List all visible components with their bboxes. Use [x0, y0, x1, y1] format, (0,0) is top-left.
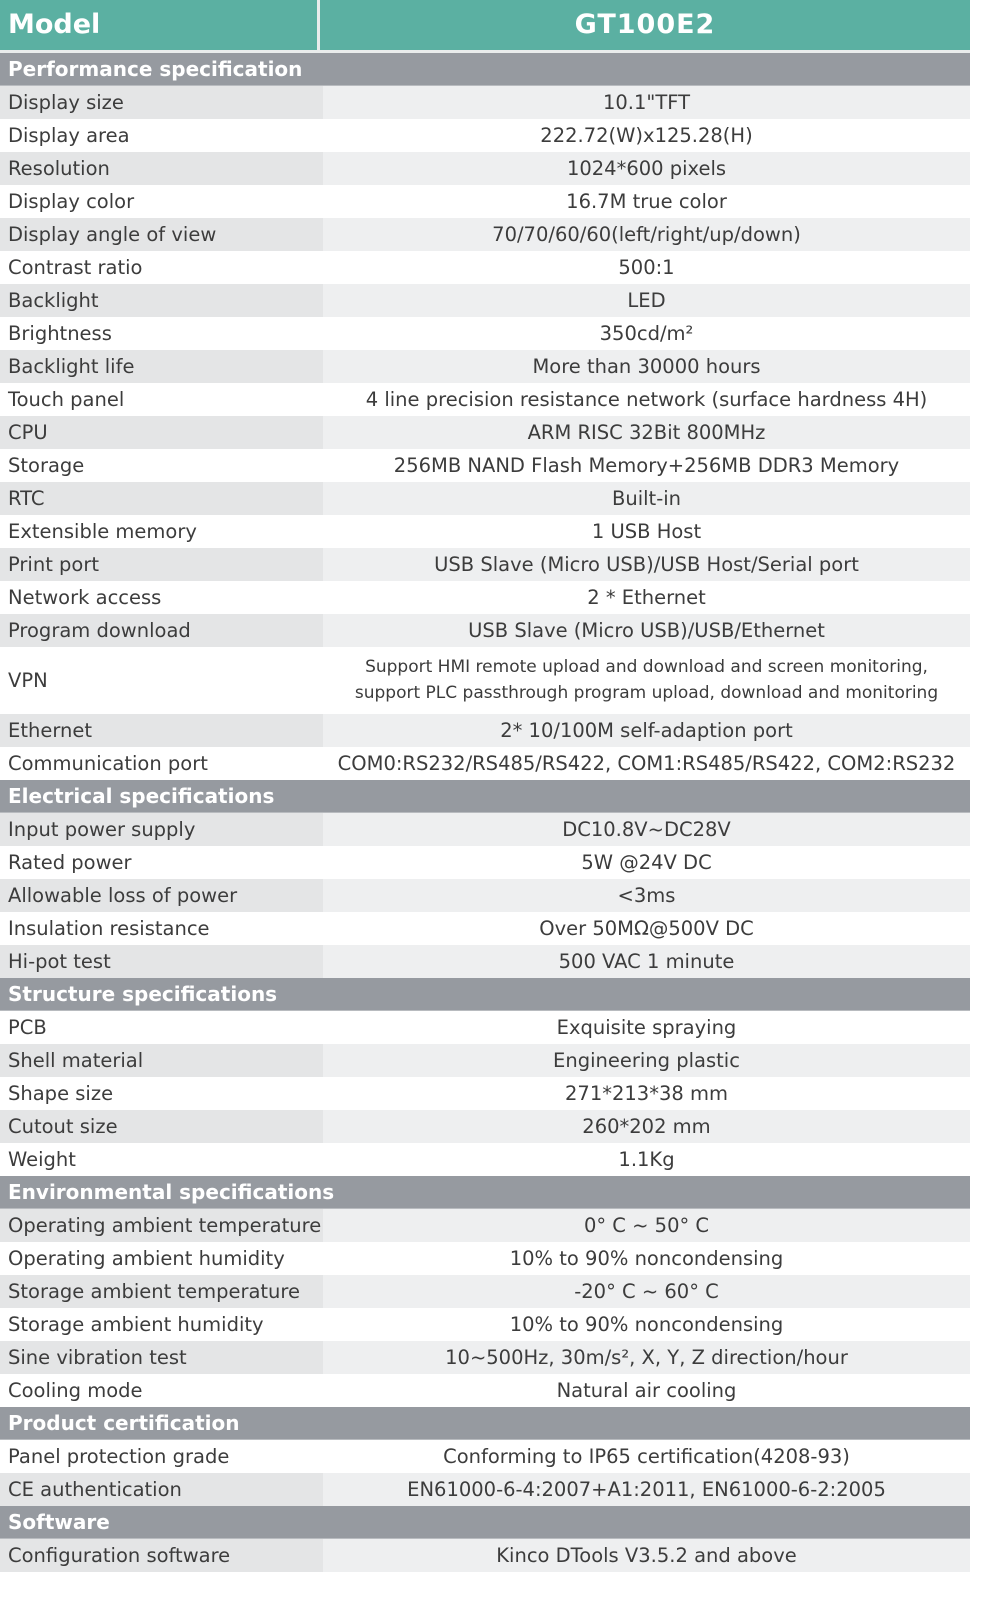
section-electrical: Electrical specifications	[0, 780, 970, 813]
section-environmental: Environmental specifications	[0, 1176, 970, 1209]
spec-value: 350cd/m²	[323, 317, 970, 350]
spec-value: <3ms	[323, 879, 970, 912]
table-row	[0, 1011, 970, 1044]
spec-value: 271*213*38 mm	[323, 1077, 970, 1110]
table-row	[0, 317, 970, 350]
spec-value: 4 line precision resistance network (surface hardness 4H)	[323, 383, 970, 416]
spec-key: Shell material	[0, 1044, 323, 1077]
spec-value: 10.1"TFT	[323, 86, 970, 119]
spec-value: Built-in	[323, 482, 970, 515]
table-row	[0, 614, 970, 647]
spec-value: More than 30000 hours	[323, 350, 970, 383]
spec-key: Network access	[0, 581, 323, 614]
spec-key: Display color	[0, 185, 323, 218]
spec-value-line: Support HMI remote upload and download and screen monitoring,	[365, 657, 928, 677]
spec-value: 10~500Hz, 30m/s², X, Y, Z direction/hour	[323, 1341, 970, 1374]
table-row	[0, 1308, 970, 1341]
spec-value: 1024*600 pixels	[323, 152, 970, 185]
table-row	[0, 1539, 970, 1572]
spec-key: Weight	[0, 1143, 323, 1176]
spec-value: 1.1Kg	[323, 1143, 970, 1176]
spec-key: Sine vibration test	[0, 1341, 323, 1374]
section-certification: Product certification	[0, 1407, 970, 1440]
table-row	[0, 1077, 970, 1110]
table-row	[0, 416, 970, 449]
spec-value: 0° C ~ 50° C	[323, 1209, 970, 1242]
spec-key: Allowable loss of power	[0, 879, 323, 912]
table-row	[0, 1341, 970, 1374]
spec-key: Communication port	[0, 747, 323, 780]
spec-key: Storage ambient humidity	[0, 1308, 323, 1341]
spec-value: 1 USB Host	[323, 515, 970, 548]
spec-value: 70/70/60/60(left/right/up/down)	[323, 218, 970, 251]
spec-value: 5W @24V DC	[323, 846, 970, 879]
spec-key: Storage	[0, 449, 323, 482]
table-row	[0, 185, 970, 218]
spec-key: Backlight	[0, 284, 323, 317]
table-row	[0, 251, 970, 284]
table-row	[0, 945, 970, 978]
table-row	[0, 1209, 970, 1242]
table-row	[0, 714, 970, 747]
spec-value: 10% to 90% noncondensing	[323, 1308, 970, 1341]
spec-value: 256MB NAND Flash Memory+256MB DDR3 Memory	[323, 449, 970, 482]
table-row	[0, 152, 970, 185]
spec-value: -20° C ~ 60° C	[323, 1275, 970, 1308]
spec-value: Engineering plastic	[323, 1044, 970, 1077]
spec-key: Panel protection grade	[0, 1440, 323, 1473]
spec-key: Brightness	[0, 317, 323, 350]
spec-value: DC10.8V~DC28V	[323, 813, 970, 846]
table-row	[0, 1110, 970, 1143]
spec-value: USB Slave (Micro USB)/USB/Ethernet	[323, 614, 970, 647]
spec-key: Input power supply	[0, 813, 323, 846]
table-row	[0, 846, 970, 879]
table-row	[0, 482, 970, 515]
spec-key: Cooling mode	[0, 1374, 323, 1407]
model-value: GT100E2	[574, 9, 716, 40]
spec-value: USB Slave (Micro USB)/USB Host/Serial port	[323, 548, 970, 581]
spec-key: VPN	[0, 647, 323, 714]
spec-key: Backlight life	[0, 350, 323, 383]
table-row	[0, 879, 970, 912]
table-row	[0, 912, 970, 945]
spec-value: 500:1	[323, 251, 970, 284]
spec-value: ARM RISC 32Bit 800MHz	[323, 416, 970, 449]
table-header	[0, 0, 970, 53]
spec-value: 222.72(W)x125.28(H)	[323, 119, 970, 152]
table-row	[0, 647, 970, 714]
spec-value: 2 * Ethernet	[323, 581, 970, 614]
spec-key: Touch panel	[0, 383, 323, 416]
spec-value: 10% to 90% noncondensing	[323, 1242, 970, 1275]
spec-key: Display angle of view	[0, 218, 323, 251]
table-row	[0, 548, 970, 581]
table-row	[0, 1275, 970, 1308]
table-row	[0, 449, 970, 482]
table-row	[0, 747, 970, 780]
model-label: Model	[0, 0, 320, 50]
spec-key: Cutout size	[0, 1110, 323, 1143]
spec-key: Resolution	[0, 152, 323, 185]
spec-key: Print port	[0, 548, 323, 581]
spec-key: Hi-pot test	[0, 945, 323, 978]
table-row	[0, 218, 970, 251]
spec-key: Configuration software	[0, 1539, 323, 1572]
spec-key: CPU	[0, 416, 323, 449]
table-row	[0, 1044, 970, 1077]
section-structure: Structure specifications	[0, 978, 970, 1011]
spec-value: COM0:RS232/RS485/RS422, COM1:RS485/RS422, COM2:RS232	[323, 747, 970, 780]
section-performance: Performance specification	[0, 53, 970, 86]
table-row	[0, 515, 970, 548]
spec-value: Over 50MΩ@500V DC	[323, 912, 970, 945]
table-row	[0, 1143, 970, 1176]
spec-value: 16.7M true color	[323, 185, 970, 218]
spec-key: Operating ambient temperature	[0, 1209, 323, 1242]
spec-key: Insulation resistance	[0, 912, 323, 945]
spec-key: Storage ambient temperature	[0, 1275, 323, 1308]
spec-value: 2* 10/100M self-adaption port	[323, 714, 970, 747]
table-row	[0, 1242, 970, 1275]
spec-key: Program download	[0, 614, 323, 647]
table-row	[0, 1374, 970, 1407]
spec-value-line: support PLC passthrough program upload, download and monitoring	[354, 683, 939, 703]
table-row	[0, 284, 970, 317]
spec-key: Extensible memory	[0, 515, 323, 548]
table-row	[0, 1473, 970, 1506]
spec-value: Natural air cooling	[323, 1374, 970, 1407]
spec-key: Rated power	[0, 846, 323, 879]
table-row	[0, 86, 970, 119]
spec-key: RTC	[0, 482, 323, 515]
spec-key: Display area	[0, 119, 323, 152]
spec-key: Display size	[0, 86, 323, 119]
spec-key: Operating ambient humidity	[0, 1242, 323, 1275]
spec-key: Shape size	[0, 1077, 323, 1110]
spec-value: 260*202 mm	[323, 1110, 970, 1143]
spec-value: 500 VAC 1 minute	[323, 945, 970, 978]
spec-key: PCB	[0, 1011, 323, 1044]
spec-value: Kinco DTools V3.5.2 and above	[323, 1539, 970, 1572]
spec-value: Conforming to IP65 certification(4208-93)	[323, 1440, 970, 1473]
spec-value: Exquisite spraying	[323, 1011, 970, 1044]
spec-key: CE authentication	[0, 1473, 323, 1506]
table-row	[0, 581, 970, 614]
table-row	[0, 1440, 970, 1473]
spec-key: Ethernet	[0, 714, 323, 747]
spec-value: EN61000-6-4:2007+A1:2011, EN61000-6-2:2005	[323, 1473, 970, 1506]
table-row	[0, 350, 970, 383]
spec-value: LED	[323, 284, 970, 317]
table-row	[0, 119, 970, 152]
table-row	[0, 383, 970, 416]
table-row	[0, 813, 970, 846]
spec-value	[323, 647, 970, 714]
spec-key: Contrast ratio	[0, 251, 323, 284]
section-software: Software	[0, 1506, 970, 1539]
